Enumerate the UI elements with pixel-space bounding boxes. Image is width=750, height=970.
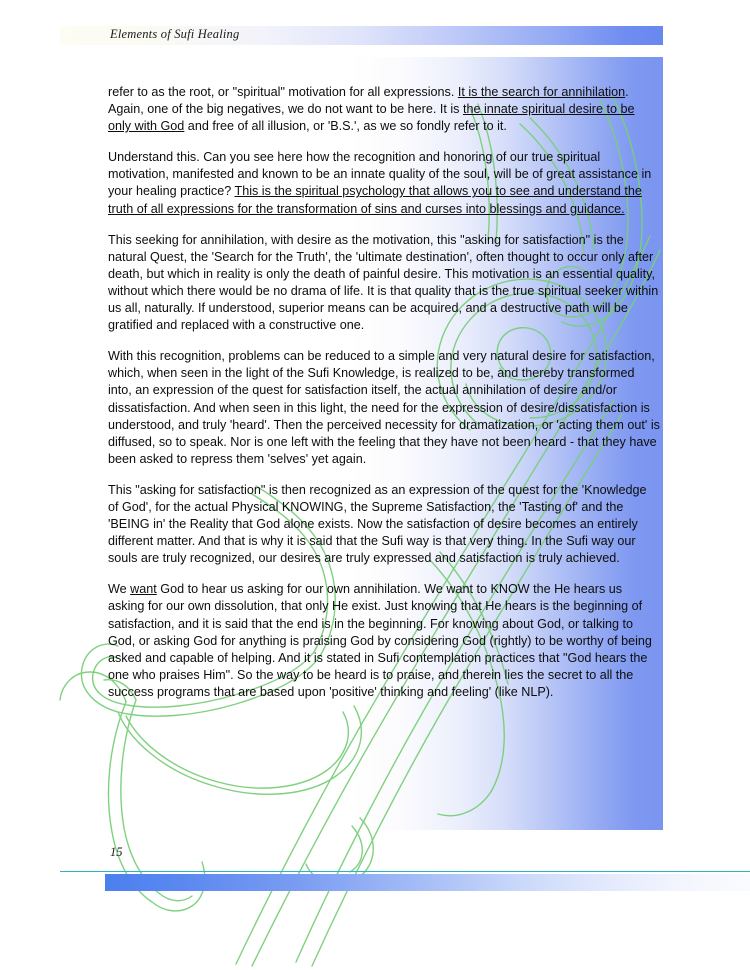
page-number: 15 [110, 845, 123, 859]
paragraph [108, 232, 660, 335]
underlined-text-run: This is the spiritual psychology that allows you to see and understand the truth of all expressions for the transformation of sins and curses into blessings and guidance. [108, 184, 642, 216]
text-run: We [108, 582, 131, 597]
text-run: This "asking for satisfaction" is then recognized as an expression of the quest for the 'Knowledge of God', for the actual Physical KNOWING, the Supreme Satisfaction, the 'Tasting of' and the 'BEING in' the Reality that God alone exists. Now the satisfaction of desire becomes an entirely different matter. And that is why it is said that the Sufi way is that very thing. In the Sufi way our souls are truly recognized, our desires are truly expressed and satisfaction is truly achieved. [108, 482, 647, 566]
paragraph [108, 581, 660, 701]
underlined-text-run: It is the search for annihilation [457, 85, 626, 99]
page-title: Elements of Sufi Healing [110, 27, 240, 41]
paragraph [108, 482, 660, 567]
text-run: God to hear us asking for our own annihilation. We want to KNOW the He hears us asking for our own dissolution, that only He exist. Just knowing that He hears is the beginning of satisfaction, and it is said that the end is in the beginning. For knowing about God, or talking to God, or asking God for anything is praising God by considering God (rightly) to be worthy of being asked and capable of helping. And it is stated in Sufi contemplation practices that "God hears the one who praises Him". So the way to be heard is to praise, and therein lies the secret to all the success programs that are based upon 'positive' thinking and feeling' (like NLP). [108, 582, 652, 699]
underlined-text-run: the innate spiritual desire to be only with God [108, 102, 635, 134]
text-run: Understand this. Can you see here how the recognition and honoring of our true spiritual motivation, manifested and known to be an innate quality of the soul, will be of great assistance in your healing practice? [108, 150, 652, 199]
text-run: . Again, one of the big negatives, we do not want to be here. It is [108, 85, 629, 117]
paragraph [108, 149, 660, 217]
page-header [0, 0, 750, 56]
underlined-text-run: want [130, 582, 157, 597]
text-run: refer to as the root, or "spiritual" motivation for all expressions. [108, 85, 458, 99]
paragraph [108, 348, 660, 468]
footer-rule [60, 871, 750, 872]
text-run: With this recognition, problems can be reduced to a simple and very natural desire for satisfaction, which, when seen in the light of the Sufi Knowledge, is realized to be, and thereby transformed into, an expression of the quest for satisfaction itself, the actual annihilation of desire and/or dissatisfaction. And when seen in this light, the need for the expression of desire/dissatisfaction is understood, and truly 'heard'. Then the perceived necessity for dramatization, or 'acting them out' is diffused, so to speak. Nor is one left with the feeling that they have not been heard - that they have been asked to repress them 'selves' yet again. [108, 349, 660, 466]
text-run: and free of all illusion, or 'B.S.', as we so fondly refer to it. [184, 119, 507, 134]
text-run: This seeking for annihilation, with desire as the motivation, this "asking for satisfaction" is the natural Quest, the 'Search for the Truth', the 'ultimate destination', often thought to occur only after death, but which in reality is only the death of painful desire. This motivation is an essential quality, without which there would be no drama of life. It is that quality that is the true spiritual seeker within us all, naturally. If understood, superior means can be acquired, and a destructive path will be gratified and replaced with a constructive one. [108, 232, 659, 333]
paragraph [108, 84, 660, 135]
body-text [108, 84, 660, 701]
footer-gradient-bar [105, 874, 750, 891]
